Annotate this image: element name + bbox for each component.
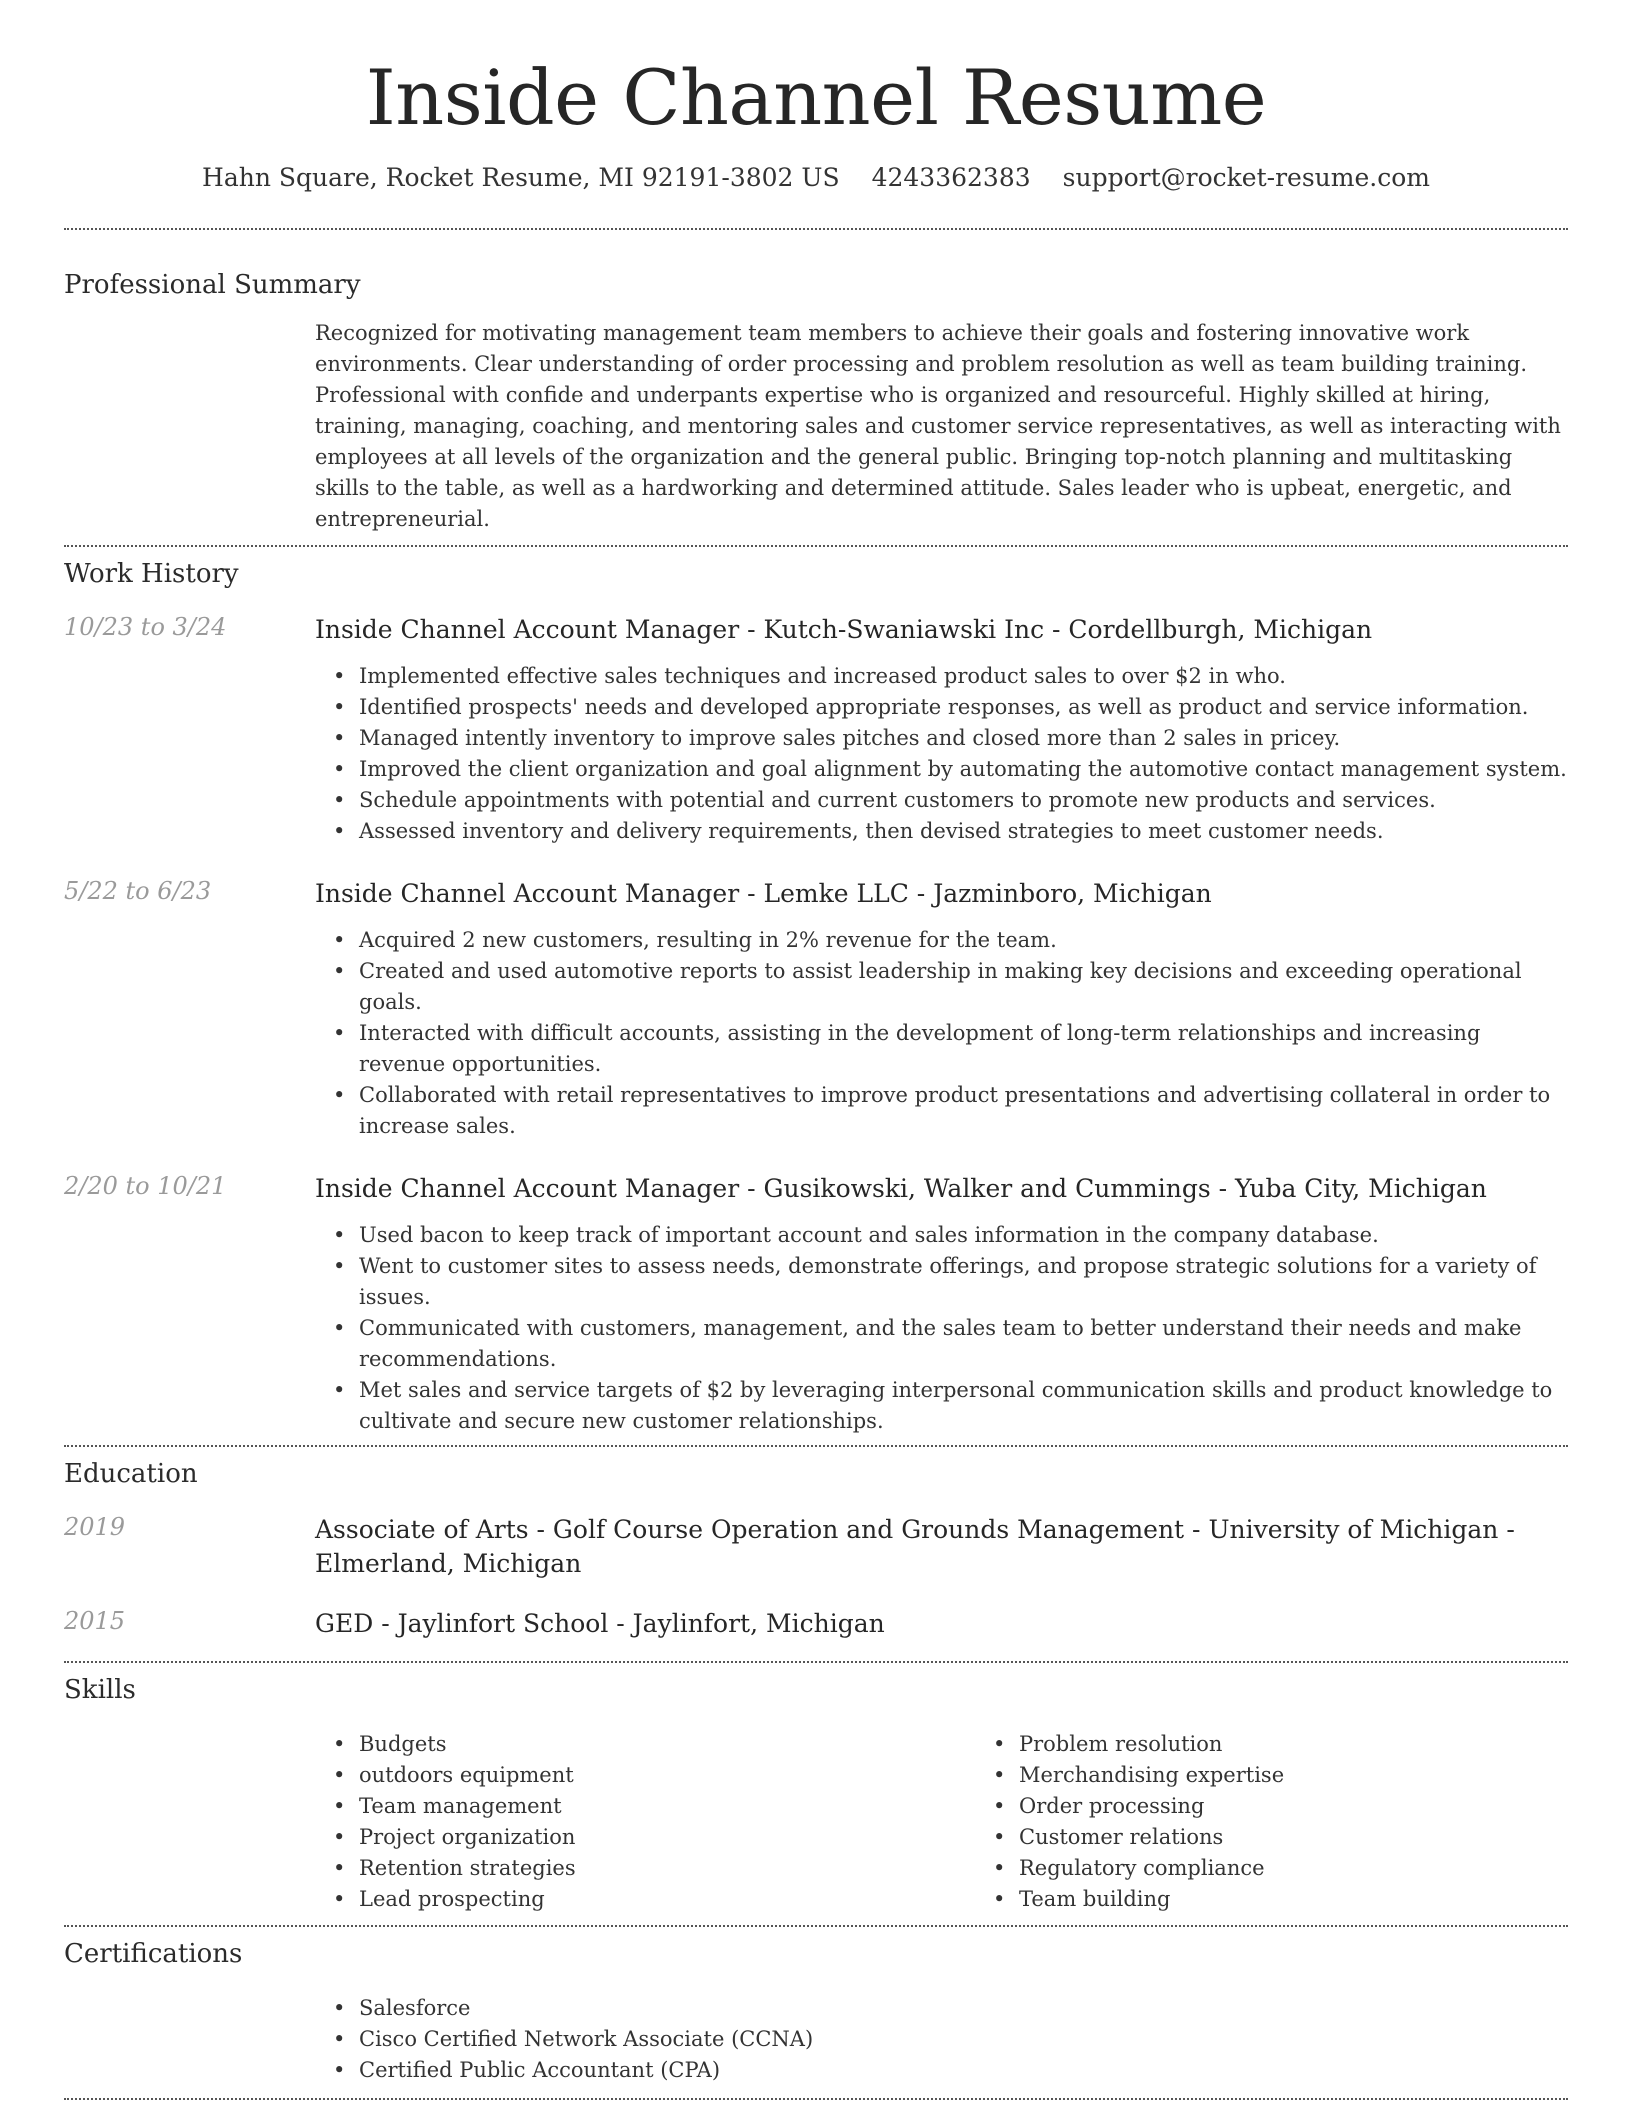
job-bullets <box>315 925 1568 1142</box>
summary-row <box>64 318 1568 535</box>
skill-item: • Regulatory compliance <box>1019 1853 1632 1884</box>
job-bullet: • Improved the client organization and goal alignment by automating the automotive contact management system. <box>359 754 1568 785</box>
education-heading: Education <box>64 1459 198 1490</box>
skill-item: • Lead prospecting <box>359 1884 975 1915</box>
skills-row <box>64 1729 1568 1915</box>
job-bullets <box>315 661 1568 847</box>
certifications-content <box>315 1993 1568 2086</box>
summary-heading: Professional Summary <box>64 270 361 301</box>
certifications-section <box>64 1939 1568 2086</box>
job-title: Inside Channel Account Manager - Lemke LLC - Jazminboro, Michigan <box>315 879 1212 909</box>
job-dates: 10/23 to 3/24 <box>64 613 227 642</box>
summary-text: Recognized for motivating management team members to achieve their goals and fostering innovative work environments. Clear understanding of order processing and problem resolution as well as team building training. Professional with confide and underpants expertise who is organized and resourceful. Highly skilled at hiring, training, managing, coaching, and mentoring sales and customer service representatives, as well as interacting with employees at all levels of the organization and the general public. Bringing top-notch planning and multitasking skills to the table, as well as a hardworking and determined attitude. Sales leader who is upbeat, energetic, and entrepreneurial. <box>315 321 1561 532</box>
skills-section <box>64 1675 1568 1915</box>
certifications-row <box>64 1993 1568 2086</box>
education-text: Associate of Arts - Golf Course Operation and Grounds Management - University of Michigan - Elmerland, Michigan <box>315 1515 1515 1579</box>
skill-item: • Budgets <box>359 1729 975 1760</box>
divider <box>64 2098 1568 2100</box>
skills-grid <box>315 1729 1632 1915</box>
job-title: Inside Channel Account Manager - Gusikowski, Walker and Cummings - Yuba City, Michigan <box>315 1174 1487 1204</box>
contact-line <box>64 163 1568 192</box>
education-content <box>315 1607 1568 1641</box>
education-year: 2015 <box>64 1607 126 1636</box>
job-bullet: • Managed intently inventory to improve sales pitches and closed more than 2 sales in pricey. <box>359 723 1568 754</box>
job-bullet: • Identified prospects' needs and developed appropriate responses, as well as product and service information. <box>359 692 1568 723</box>
skills-column <box>975 1729 1632 1915</box>
contact-phone: 4243362383 <box>871 163 1031 193</box>
job-content <box>315 1172 1568 1437</box>
summary-section <box>64 270 1568 535</box>
job-dates: 5/22 to 6/23 <box>64 877 212 906</box>
job-bullets <box>315 1220 1568 1437</box>
certifications-heading: Certifications <box>64 1939 243 1970</box>
education-section <box>64 1459 1568 1641</box>
education-year: 2019 <box>64 1513 126 1542</box>
certification-item: • Certified Public Accountant (CPA) <box>359 2055 1568 2086</box>
contact-address: Hahn Square, Rocket Resume, MI 92191-3802 US <box>202 163 840 193</box>
summary-content <box>315 318 1568 535</box>
job-bullet: • Interacted with difficult accounts, assisting in the development of long-term relationships and increasing revenue opportunities. <box>359 1018 1568 1080</box>
skill-item: • Order processing <box>1019 1791 1632 1822</box>
job-bullet: • Created and used automotive reports to assist leadership in making key decisions and exceeding operational goals. <box>359 956 1568 1018</box>
job-bullet: • Went to customer sites to assess needs, demonstrate offerings, and propose strategic solutions for a variety of issues. <box>359 1251 1568 1313</box>
job-bullet: • Used bacon to keep track of important account and sales information in the company database. <box>359 1220 1568 1251</box>
job-bullet: • Schedule appointments with potential and current customers to promote new products and services. <box>359 785 1568 816</box>
resume-name: Inside Channel Resume <box>365 53 1267 142</box>
job-content <box>315 877 1568 1142</box>
certification-item: • Salesforce <box>359 1993 1568 2024</box>
job-entry <box>64 1172 1568 1437</box>
job-bullet: • Met sales and service targets of $2 by leveraging interpersonal communication skills and product knowledge to cultivate and secure new customer relationships. <box>359 1375 1568 1437</box>
skill-item: • Problem resolution <box>1019 1729 1632 1760</box>
certification-item: • Cisco Certified Network Associate (CCNA) <box>359 2024 1568 2055</box>
job-entry <box>64 613 1568 847</box>
divider <box>64 545 1568 547</box>
job-content <box>315 613 1568 847</box>
education-text: GED - Jaylinfort School - Jaylinfort, Michigan <box>315 1609 885 1639</box>
divider <box>64 1445 1568 1447</box>
skill-item: • Merchandising expertise <box>1019 1760 1632 1791</box>
job-bullet: • Acquired 2 new customers, resulting in 2% revenue for the team. <box>359 925 1568 956</box>
job-bullet: • Assessed inventory and delivery requirements, then devised strategies to meet customer needs. <box>359 816 1568 847</box>
job-entry <box>64 877 1568 1142</box>
education-entry <box>64 1607 1568 1641</box>
skill-item: • Team building <box>1019 1884 1632 1915</box>
divider <box>64 1661 1568 1663</box>
contact-email: support@rocket-resume.com <box>1062 163 1430 193</box>
work-heading: Work History <box>64 559 239 590</box>
job-bullet: • Implemented effective sales techniques and increased product sales to over $2 in who. <box>359 661 1568 692</box>
skill-item: • Customer relations <box>1019 1822 1632 1853</box>
skill-item: • Project organization <box>359 1822 975 1853</box>
skill-item: • Retention strategies <box>359 1853 975 1884</box>
job-bullet: • Collaborated with retail representatives to improve product presentations and advertising collateral in order to increase sales. <box>359 1080 1568 1142</box>
job-dates: 2/20 to 10/21 <box>64 1172 227 1201</box>
skills-column <box>315 1729 975 1915</box>
job-bullet: • Communicated with customers, management, and the sales team to better understand their needs and make recommendations. <box>359 1313 1568 1375</box>
skills-heading: Skills <box>64 1675 136 1706</box>
education-entry <box>64 1513 1568 1581</box>
work-section <box>64 559 1568 1437</box>
education-content <box>315 1513 1568 1581</box>
divider <box>64 1925 1568 1927</box>
skill-item: • Team management <box>359 1791 975 1822</box>
job-title: Inside Channel Account Manager - Kutch-Swaniawski Inc - Cordellburgh, Michigan <box>315 615 1373 645</box>
certifications-list <box>315 1993 1568 2086</box>
divider <box>64 228 1568 230</box>
skill-item: • outdoors equipment <box>359 1760 975 1791</box>
resume-header <box>64 0 1568 192</box>
